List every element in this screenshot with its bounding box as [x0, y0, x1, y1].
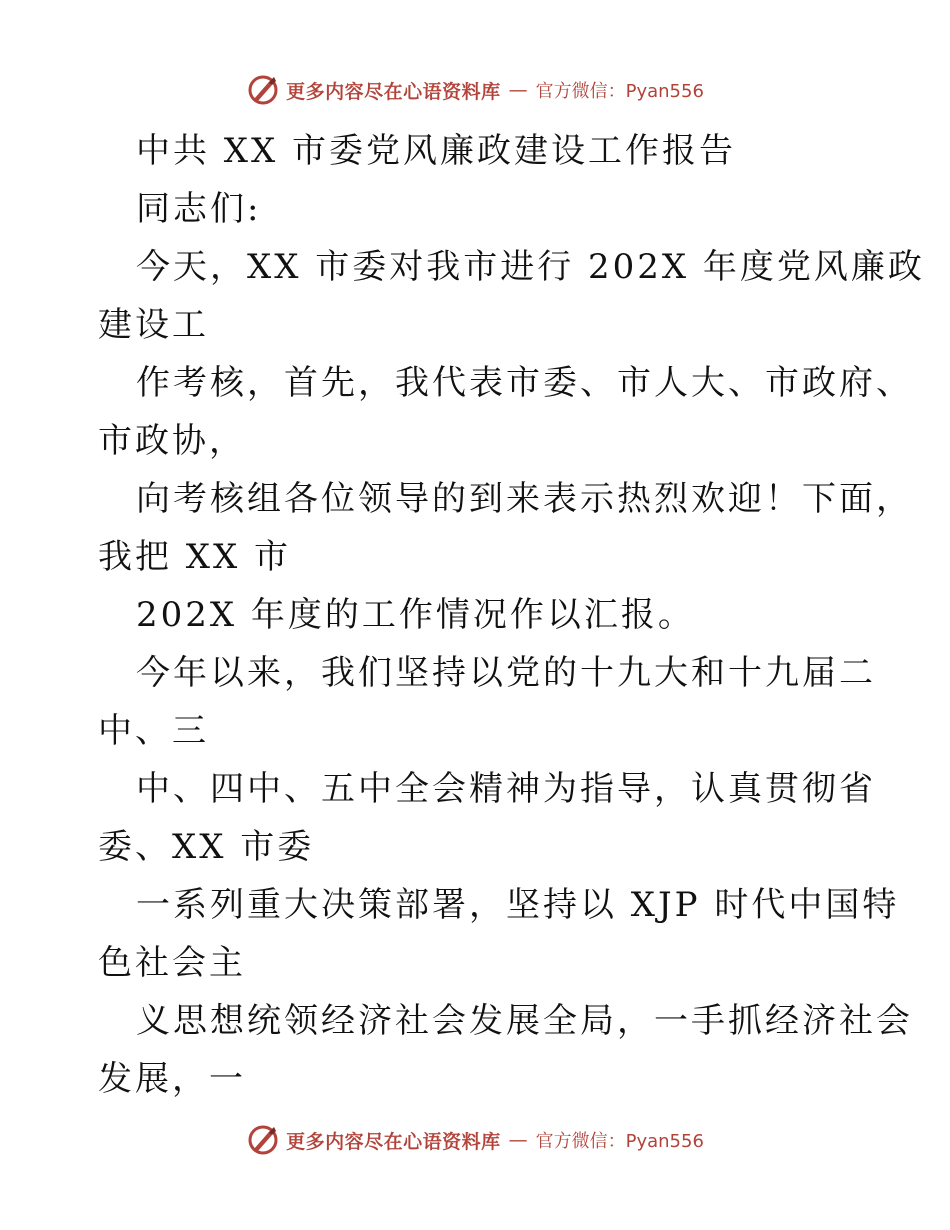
doc-line: 义思想统领经济社会发展全局，一手抓经济社会 [136, 1001, 913, 1041]
footer-slogan: 更多内容尽在心语资料库 [286, 1130, 501, 1153]
doc-line: 向考核组各位领导的到来表示热烈欢迎！下面， [136, 479, 913, 519]
doc-line: 今年以来，我们坚持以党的十九大和十九届二 [136, 653, 876, 693]
doc-line: 我把 XX 市 [98, 537, 292, 577]
doc-line: 同志们: [136, 189, 262, 229]
doc-line: 中、四中、五中全会精神为指导，认真贯彻省 [136, 769, 876, 809]
header-contact: 官方微信：Pyan556 [535, 81, 704, 102]
doc-title: 中共 XX 市委党风廉政建设工作报告 [136, 131, 737, 171]
doc-line: 色社会主 [98, 943, 246, 983]
doc-line: 市政协， [98, 421, 246, 461]
doc-line: 一系列重大决策部署，坚持以 XJP 时代中国特 [136, 885, 900, 925]
doc-line: 作考核，首先，我代表市委、市人大、市政府、 [136, 363, 913, 403]
footer-banner [0, 1120, 950, 1160]
pen-logo-icon [246, 73, 280, 107]
doc-line: 202X 年度的工作情况作以汇报。 [136, 595, 695, 635]
doc-line: 建设工 [98, 305, 209, 345]
footer-banner-content [246, 1123, 704, 1157]
footer-separator: — [508, 1129, 528, 1151]
document-body [98, 122, 925, 1108]
doc-line: 委、XX 市委 [98, 827, 315, 867]
header-separator: — [508, 79, 528, 101]
pen-logo-icon [246, 1123, 280, 1157]
doc-line: 今天，XX 市委对我市进行 202X 年度党风廉政 [136, 247, 925, 287]
doc-line: 发展，一 [98, 1059, 246, 1099]
header-banner-content [246, 73, 704, 107]
doc-line: 中、三 [98, 711, 209, 751]
footer-contact: 官方微信：Pyan556 [535, 1131, 704, 1152]
header-banner [0, 70, 950, 110]
header-slogan: 更多内容尽在心语资料库 [286, 80, 501, 103]
